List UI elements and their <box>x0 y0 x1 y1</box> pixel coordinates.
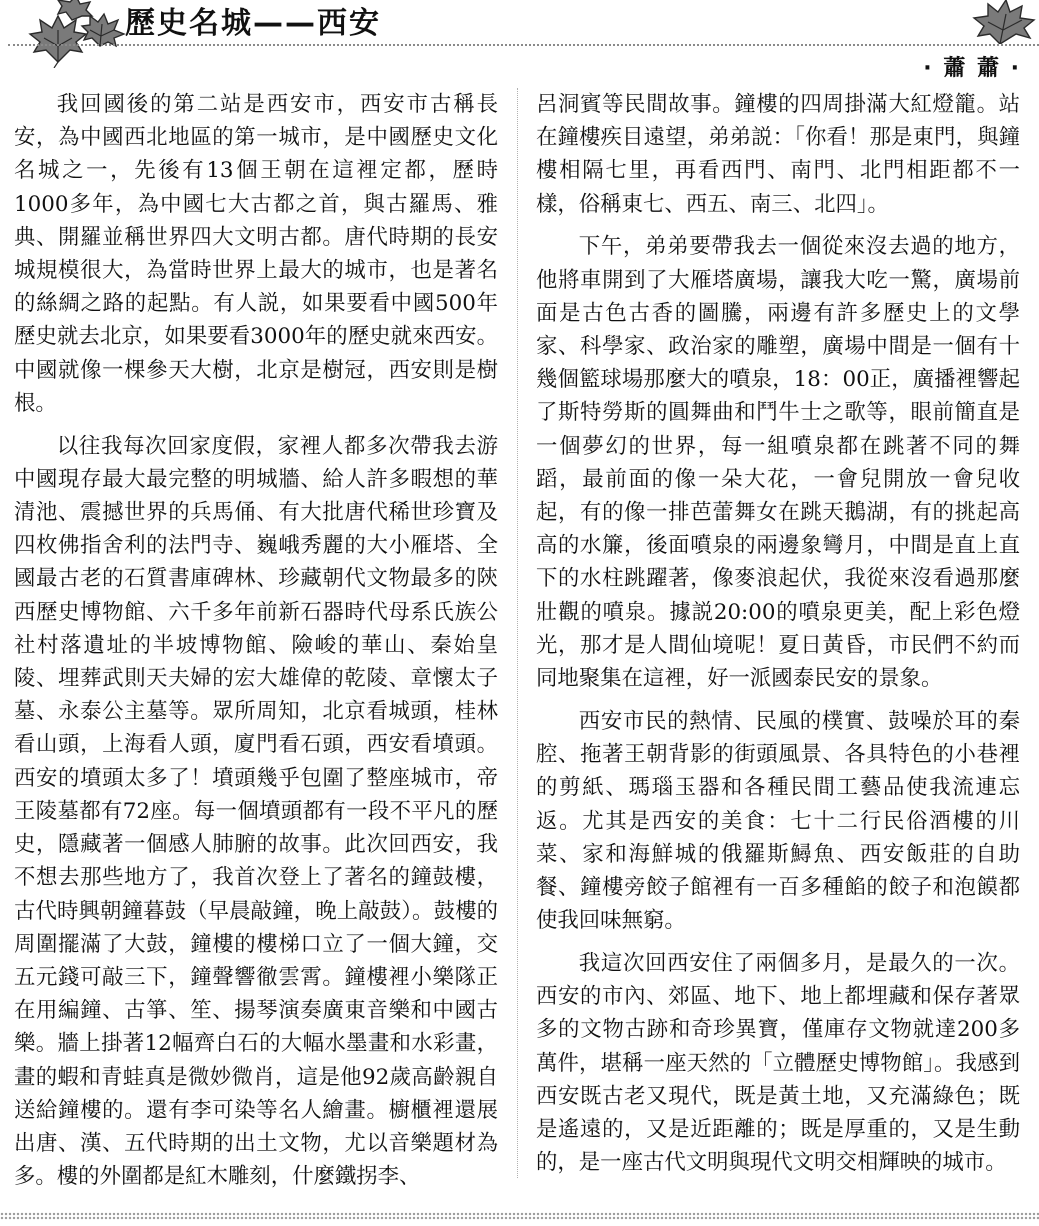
article-author: · 蕭 蕭 · <box>923 56 1021 81</box>
paragraph: 下午，弟弟要帶我去一個從來沒去過的地方，他將車開到了大雁塔廣場，讓我大吃一驚，廣場前面是古色古香的圖騰，兩邊有許多歷史上的文學家、科學家、政治家的雕塑，廣場中間是一個有十幾個籃球場那麼大的噴泉，18：00正，廣播裡響起了斯特勞斯的圓舞曲和鬥牛士之歌等，眼前簡直是一個夢幻的世界，每一組噴泉都在跳著不同的舞蹈，最前面的像一朵大花，一會兒開放一會兒收起，有的像一排芭蕾舞女在跳天鵝湖，有的挑起高高的水簾，後面噴泉的兩邊象彎月，中間是直上直下的水柱跳躍著，像麥浪起伏，我從來沒看過那麼壯觀的噴泉。據説20:00的噴泉更美，配上彩色燈光，那才是人間仙境呢！夏日黃昏，市民們不約而同地聚集在這裡，好一派國泰民安的景象。 <box>536 234 1020 692</box>
left-column <box>14 88 498 1203</box>
maple-leaf-icon <box>960 0 1039 44</box>
column-divider <box>517 88 518 1178</box>
paragraph: 西安市民的熱情、民風的樸實、鼓噪於耳的秦腔、拖著王朝背影的街頭風景、各具特色的小巷裡的剪紙、瑪瑙玉器和各種民間工藝品使我流連忘返。尤其是西安的美食：七十二行民俗酒樓的川菜、家和海鮮城的俄羅斯鱘魚、西安飯莊的自助餐、鐘樓旁餃子館裡有一百多種餡的餃子和泡饃都使我回味無窮。 <box>536 708 1020 934</box>
paragraph: 我這次回西安住了兩個多月，是最久的一次。西安的市內、郊區、地下、地上都埋藏和保存著眾多的文物古跡和奇珍異寶，僅庫存文物就達200多萬件，堪稱一座天然的「立體歷史博物館」。我感到西安既古老又現代，既是黃土地，又充滿綠色；既是遙遠的，又是近距離的；既是厚重的，又是生動的，是一座古代文明與現代文明交相輝映的城市。 <box>536 950 1020 1176</box>
paragraph: 我回國後的第二站是西安市，西安市古稱長安，為中國西北地區的第一城市，是中國歷史文化名城之一，先後有13個王朝在這裡定都，歷時1000多年，為中國七大古都之首，與古羅馬、雅典、開羅並稱世界四大文明古都。唐代時期的長安城規模很大，為當時世界上最大的城市，也是著名的絲綢之路的起點。有人説，如果要看中國500年歷史就去北京，如果要看3000年的歷史就來西安。中國就像一棵參天大樹，北京是樹冠，西安則是樹根。 <box>14 92 498 416</box>
paragraph-continued: 呂洞賓等民間故事。鐘樓的四周掛滿大紅燈籠。站在鐘樓疾目遠望，弟弟説：「你看！那是東門，與鐘樓相隔七里，再看西門、南門、北門相距都不一樣，俗稱東七、西五、南三、北四」。 <box>536 92 1020 217</box>
paragraph: 以往我每次回家度假，家裡人都多次帶我去游中國現存最大最完整的明城牆、給人許多暇想的華清池、震撼世界的兵馬俑、有大批唐代稀世珍寶及四枚佛指舍利的法門寺、巍峨秀麗的大小雁塔、全國最古老的石質書庫碑林、珍藏朝代文物最多的陝西歷史博物館、六千多年前新石器時代母系氏族公社村落遺址的半坡博物館、險峻的華山、秦始皇陵、埋葬武則天夫婦的宏大雄偉的乾陵、章懷太子墓、永泰公主墓等。眾所周知，北京看城頭，桂林看山頭，上海看人頭，廈門看石頭，西安看墳頭。西安的墳頭太多了！墳頭幾乎包圍了整座城市，帝王陵墓都有72座。每一個墳頭都有一段不平凡的歷史，隱藏著一個感人肺腑的故事。此次回西安，我不想去那些地方了，我首次登上了著名的鐘鼓樓，古代時興朝鐘暮鼓（早晨敲鐘，晚上敲鼓）。鼓樓的周圍擺滿了大鼓，鐘樓的樓梯口立了一個大鐘，交五元錢可敲三下，鐘聲響徹雲霄。鐘樓裡小樂隊正在用編鐘、古箏、笙、揚琴演奏廣東音樂和中國古樂。牆上掛著12幅齊白石的大幅水墨畫和水彩畫，畫的蝦和青蛙真是微妙微肖，這是他92歲高齡親自送給鐘樓的。還有李可染等名人繪畫。櫥櫃裡還展出唐、漢、五代時期的出土文物，尤以音樂題材為多。樓的外圍都是紅木雕刻，什麼鐵拐李、 <box>14 433 498 1190</box>
right-column <box>536 88 1020 1189</box>
maple-leaves-icon <box>28 0 128 68</box>
title-divider <box>8 44 1039 46</box>
article-title: 歷史名城——西安 <box>125 6 381 41</box>
bottom-border <box>0 1212 1039 1220</box>
